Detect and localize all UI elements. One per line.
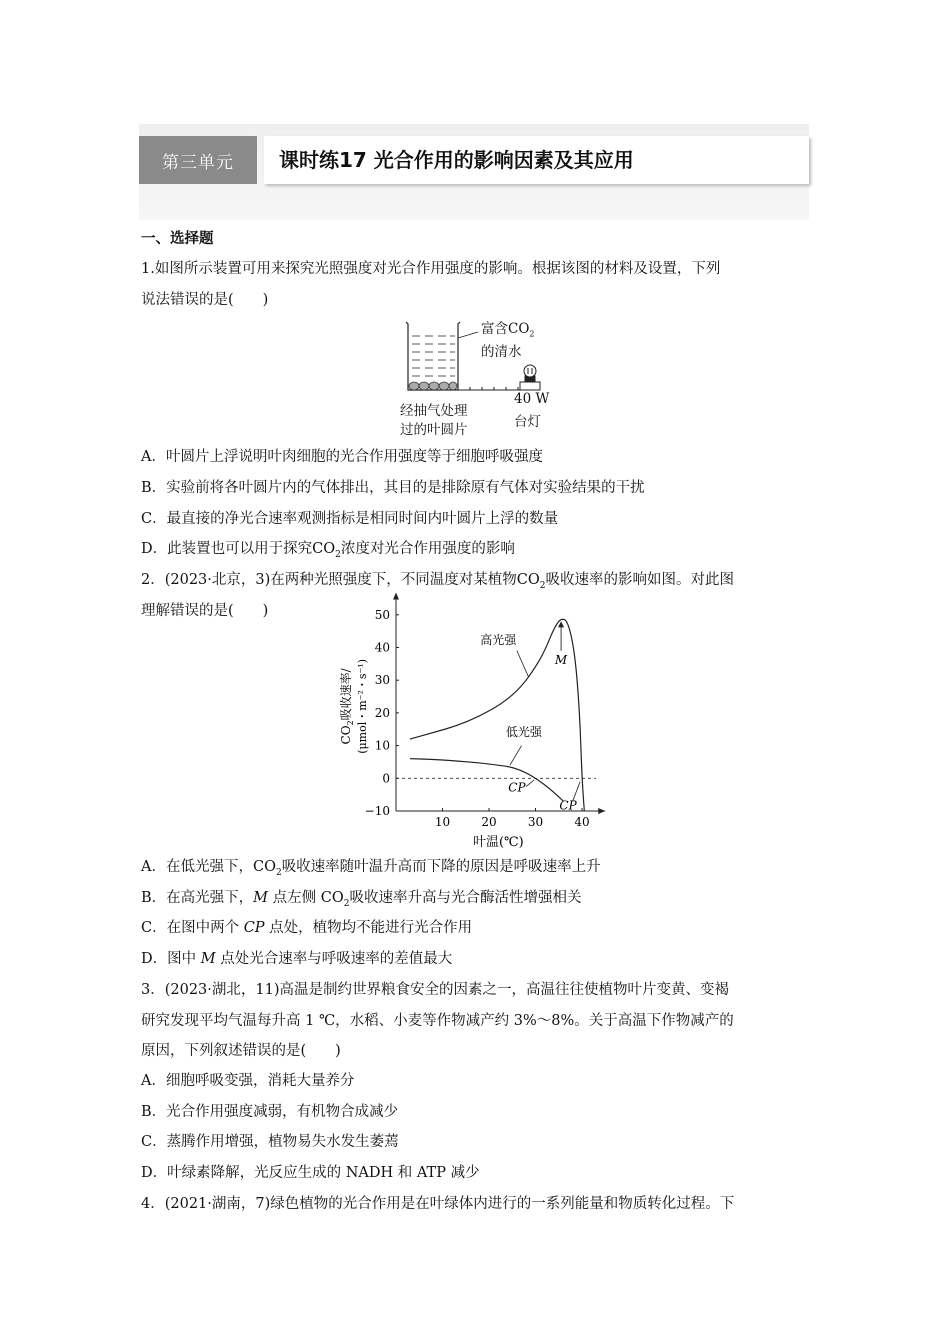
unit-tag	[139, 136, 257, 184]
q2-stem-line1: 2．(2023·北京，3)在两种光照强度下，不同温度对某植物$CO_2$吸收速率的影响如图。对此图	[141, 572, 734, 591]
y-tick-label: 50	[374, 607, 390, 622]
x-axis-label: 叶温(℃)	[472, 835, 524, 850]
q3-option-c: C．蒸腾作用增强，植物易失水发生萎蔫	[141, 1134, 399, 1150]
label-leader-high	[517, 651, 529, 677]
cp-label-low: CP	[508, 780, 526, 795]
y-tick-label: 10	[374, 738, 390, 753]
lamp-label-line1: 40 W	[514, 391, 550, 407]
q3-stem-line1: 3．(2023·湖北，11)高温是制约世界粮食安全的因素之一，高温往往使植物叶片变黄、变褐	[141, 982, 729, 998]
page-title: 课时练17 光合作用的影响因素及其应用	[279, 148, 634, 172]
x-tick-label: 10	[434, 815, 451, 829]
m-label: M	[554, 652, 568, 667]
q2-stem-line2: 理解错误的是( )	[141, 603, 269, 619]
x-tick-label: 40	[574, 815, 590, 829]
y-tick-label: 40	[374, 640, 390, 655]
y-axis-label: $CO_2$吸收速率/	[339, 668, 355, 745]
q4-stem-line1: 4．(2021·湖南，7)绿色植物的光合作用是在叶绿体内进行的一系列能量和物质转化过程。下	[141, 1196, 735, 1212]
cp-leader-low	[526, 780, 534, 787]
y-tick-label: 0	[382, 771, 390, 786]
series-label-low-light: 低光强	[505, 724, 542, 739]
x-axis-arrow	[598, 808, 605, 814]
unit-label: 第三单元	[162, 152, 234, 173]
q1-option-d: D．此装置也可以用于探究$CO_2$浓度对光合作用强度的影响	[141, 541, 515, 560]
y-tick-label: −10	[364, 804, 390, 818]
leaf-discs	[409, 382, 457, 390]
q2-chart	[330, 607, 620, 853]
water	[412, 336, 455, 376]
q3-option-d: D．叶绿素降解，光反应生成的 NADH 和 ATP 减少	[141, 1165, 480, 1181]
q2-option-d: D．图中 M 点处光合速率与呼吸速率的差值最大	[141, 951, 453, 967]
water-label-line2: 的清水	[481, 344, 522, 360]
q2-option-c: C．在图中两个 CP 点处，植物均不能进行光合作用	[141, 920, 473, 936]
lamp	[520, 365, 540, 390]
q3-option-b: B．光合作用强度减弱，有机物合成减少	[141, 1104, 399, 1120]
q2-option-a: A．在低光强下，$CO_2$吸收速率随叶温升高而下降的原因是呼吸速率上升	[141, 859, 601, 878]
disc-label-line1: 经抽气处理	[400, 403, 468, 419]
q1-option-b: B．实验前将各叶圆片内的气体排出，其目的是排除原有气体对实验结果的干扰	[141, 480, 645, 496]
q3-stem-line3: 原因，下列叙述错误的是( )	[141, 1043, 341, 1059]
label-leader-low	[510, 746, 522, 766]
beaker	[406, 322, 460, 390]
y-tick-label: 20	[374, 705, 390, 720]
q1-option-a: A．叶圆片上浮说明叶肉细胞的光合作用强度等于细胞呼吸强度	[141, 449, 543, 465]
q2-option-b: B．在高光强下，M 点左侧 $CO_2$吸收速率升高与光合酶活性增强相关	[141, 890, 582, 909]
water-label-line1: 富含$CO_2$	[481, 321, 535, 339]
y-tick-label: 30	[374, 673, 390, 688]
lamp-label-line2: 台灯	[514, 414, 541, 430]
m-arrowhead	[558, 621, 564, 627]
y-axis-unit: (μmol・m⁻²・s⁻¹)	[356, 658, 369, 754]
cp-label-high: CP	[559, 798, 577, 813]
section-heading: 一、选择题	[141, 231, 214, 247]
series-line-high-light	[410, 619, 584, 811]
series-label-high-light: 高光强	[480, 633, 517, 648]
x-tick-label: 30	[527, 815, 544, 829]
q3-option-a: A．细胞呼吸变强，消耗大量养分	[141, 1073, 355, 1089]
disc-label-line2: 过的叶圆片	[400, 422, 468, 438]
q1-stem-line2: 说法错误的是( )	[141, 292, 269, 308]
x-tick-label: 20	[481, 815, 497, 829]
q3-stem-line2: 研究发现平均气温每升高 1 ℃，水稻、小麦等作物减产约 3%～8%。关于高温下作物减产的	[141, 1013, 734, 1029]
series-line-low-light	[410, 759, 563, 802]
q1-stem-line1: 1.如图所示装置可用来探究光照强度对光合作用强度的影响。根据该图的材料及设置，下列	[141, 261, 721, 277]
q1-option-c: C．最直接的净光合速率观测指标是相同时间内叶圆片上浮的数量	[141, 511, 559, 527]
